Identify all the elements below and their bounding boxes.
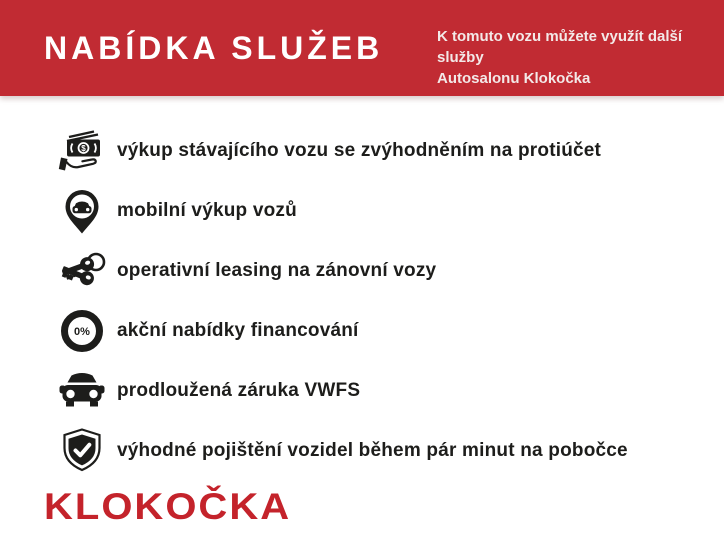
shield-check-icon — [58, 427, 106, 475]
service-label: výkup stávajícího vozu se zvýhodněním na protiúčet — [117, 140, 602, 161]
zero-percent-icon — [58, 307, 106, 355]
service-label: akční nabídky financování — [117, 320, 359, 341]
page-title: NABÍDKA SLUŽEB — [44, 29, 384, 66]
klokocka-logo: KLOKOČKA — [44, 487, 292, 528]
dollar-glyph: $ — [81, 143, 86, 153]
list-item — [58, 427, 724, 475]
service-label: výhodné pojištění vozidel během pár minut na pobočce — [117, 440, 628, 461]
services-list — [0, 96, 724, 475]
car-front-icon — [58, 367, 106, 415]
header-subtitle-line1: K tomuto vozu můžete využít další služby — [437, 28, 683, 66]
header-banner — [0, 0, 724, 96]
list-item — [58, 307, 724, 355]
list-item — [58, 247, 724, 295]
header-subtitle — [437, 26, 724, 89]
list-item — [58, 127, 724, 175]
header-subtitle-line2: Autosalonu Klokočka — [437, 70, 591, 87]
service-label: mobilní výkup vozů — [117, 200, 297, 221]
car-keys-icon — [58, 247, 106, 295]
cash-in-hand-icon — [58, 127, 106, 175]
car-location-pin-icon — [58, 187, 106, 235]
list-item — [58, 367, 724, 415]
zero-percent-glyph: 0% — [74, 326, 90, 338]
service-label: operativní leasing na zánovní vozy — [117, 260, 437, 281]
list-item — [58, 187, 724, 235]
service-label: prodloužená záruka VWFS — [117, 380, 361, 401]
